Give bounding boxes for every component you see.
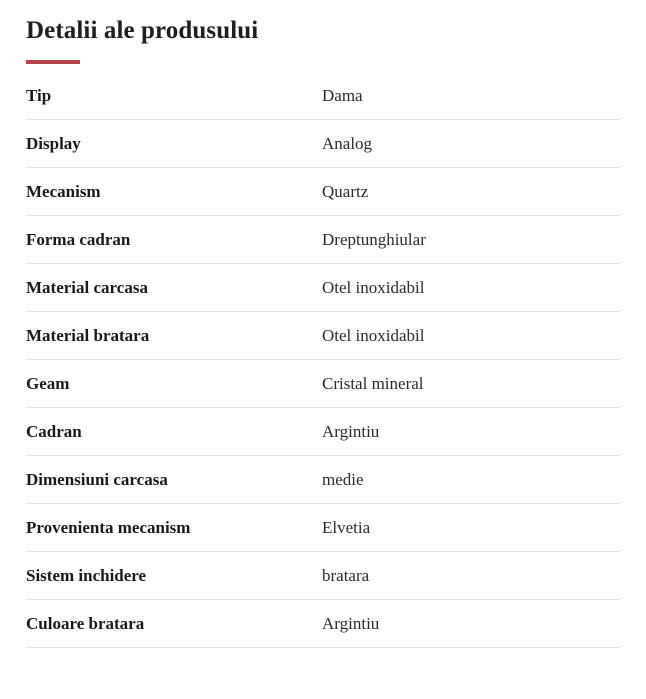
spec-value: Dreptunghiular [322,230,426,249]
table-row [26,456,620,504]
table-row [26,360,620,408]
spec-value: Quartz [322,182,369,201]
spec-label: Material carcasa [26,278,148,297]
table-row [26,264,620,312]
spec-value: Otel inoxidabil [322,326,425,345]
table-row [26,72,620,120]
table-row [26,168,620,216]
table-row [26,600,620,648]
spec-value: Elvetia [322,518,371,537]
table-row [26,216,620,264]
spec-label: Cadran [26,422,82,441]
spec-value: Cristal mineral [322,374,424,393]
spec-label: Forma cadran [26,230,131,249]
spec-value: Analog [322,134,373,153]
table-row [26,552,620,600]
title-underline-rule [26,60,80,64]
table-row [26,504,620,552]
product-specs-body [26,72,620,648]
table-row [26,120,620,168]
table-row [26,408,620,456]
spec-value: bratara [322,566,370,585]
spec-value: Argintiu [322,422,380,441]
spec-value: Dama [322,86,363,105]
spec-value: medie [322,470,364,489]
product-specs-table [26,72,620,648]
spec-label: Culoare bratara [26,614,145,633]
spec-label: Provenienta mecanism [26,518,191,537]
spec-label: Geam [26,374,70,393]
table-row [26,312,620,360]
spec-label: Tip [26,86,52,105]
spec-label: Display [26,134,81,153]
spec-label: Dimensiuni carcasa [26,470,168,489]
spec-label: Material bratara [26,326,150,345]
spec-value: Argintiu [322,614,380,633]
spec-value: Otel inoxidabil [322,278,425,297]
spec-label: Mecanism [26,182,101,201]
page-title: Detalii ale produsului [26,17,259,44]
spec-label: Sistem inchidere [26,566,147,585]
